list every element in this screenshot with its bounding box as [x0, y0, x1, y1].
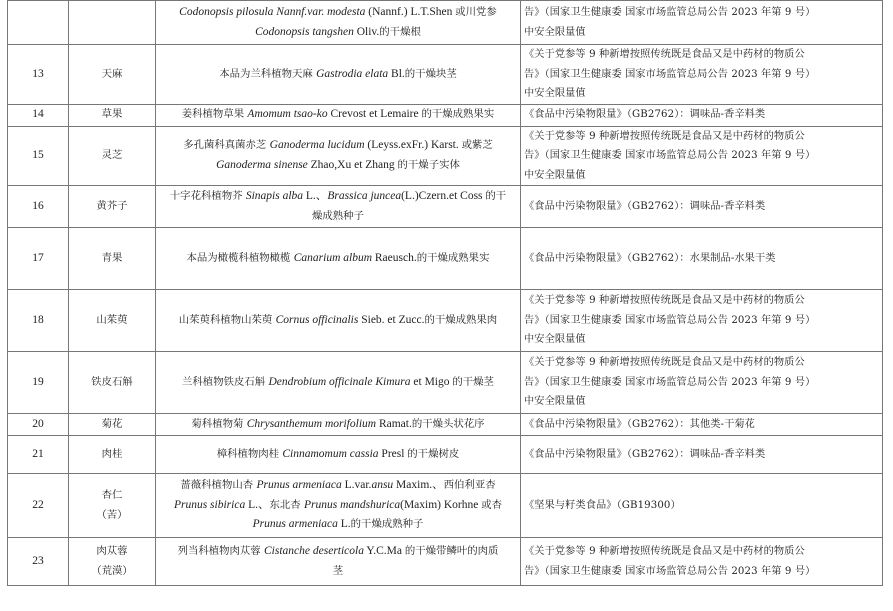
scientific-name: Cistanche deserticola [264, 545, 364, 557]
text-segment: 中安全限量值 [524, 334, 586, 346]
text-segment: 列当科植物肉苁蓉 [177, 545, 265, 557]
row-number: 22 [8, 474, 69, 538]
text-segment: L. [337, 518, 351, 531]
table-row [8, 414, 883, 436]
text-segment: 的干燥成熟果实 [416, 251, 490, 264]
herb-name-cell [69, 414, 156, 436]
source-description-cell [156, 45, 521, 105]
source-line [159, 562, 517, 582]
scientific-name: Codonopsis pilosula [179, 6, 277, 18]
text-segment: 的干燥根 [379, 25, 421, 38]
text-segment: Sieb. et Zucc. [358, 313, 425, 326]
herb-name-cell [69, 436, 156, 474]
text-segment: 的干燥树皮 [407, 447, 460, 460]
limit-line [524, 3, 879, 23]
text-segment: 告》（国家卫生健康委 国家市场监管总局公告 2023 年第 9 号） [524, 376, 816, 388]
text-segment: 《食品中污染物限量》（GB2762）：水果制品-水果干类 [524, 252, 776, 264]
source-description-cell [156, 1, 521, 45]
source-description-cell [156, 414, 521, 436]
table-row [8, 186, 883, 228]
text-segment: 《关于党参等 9 种新增按照传统既是食品又是中药材的物质公 [524, 357, 805, 369]
limit-standard-cell [521, 104, 883, 126]
text-segment: L.var. [341, 479, 372, 492]
scientific-name: Cornus officinalis [275, 313, 359, 326]
text-segment: 的干 [485, 190, 507, 202]
table-row [8, 538, 883, 586]
text-segment: 本品为橄榄科植物橄榄 [186, 251, 294, 264]
herb-name: 肉桂 [101, 447, 123, 460]
herb-name: 灵芝 [101, 149, 123, 161]
limit-standard-cell [521, 436, 883, 474]
text-segment: 告》（国家卫生健康委 国家市场监管总局公告 2023 年第 9 号） [524, 150, 816, 161]
limit-line [524, 197, 879, 217]
limit-line [524, 105, 879, 125]
scientific-name: Ganoderma sinense [216, 158, 308, 171]
text-segment: 《坚果与籽类食品》（GB19300） [524, 499, 681, 511]
source-description-cell [156, 228, 521, 290]
text-segment: 中安全限量值 [524, 88, 586, 99]
scientific-name: Prunus armeniaca [256, 479, 342, 492]
limit-standard-cell [521, 474, 883, 538]
limit-standard-cell [521, 1, 883, 45]
source-description-cell [156, 290, 521, 352]
limit-line [524, 311, 879, 331]
limit-line [524, 542, 879, 562]
scientific-name: Chrysanthemum morifolium [246, 417, 377, 430]
herb-name-cell [69, 538, 156, 586]
limit-line [524, 373, 879, 393]
text-segment: 《关于党参等 9 种新增按照传统既是食品又是中药材的物质公 [524, 546, 805, 557]
limit-standard-cell [521, 45, 883, 105]
text-segment: 告》（国家卫生健康委 国家市场监管总局公告 2023 年第 9 号） [524, 314, 816, 326]
text-segment: 本品为兰科植物天麻 [219, 67, 317, 80]
limit-line [524, 392, 879, 412]
row-number: 20 [8, 414, 69, 436]
source-line [159, 65, 517, 85]
table-row [8, 1, 883, 45]
limit-line [524, 249, 879, 269]
text-segment: 十字花科植物芥 [169, 190, 246, 202]
limit-line [524, 23, 879, 43]
limit-standard-cell [521, 414, 883, 436]
text-segment: 告》（国家卫生健康委 国家市场监管总局公告 2023 年第 9 号） [524, 565, 816, 577]
text-segment: 姜科植物草果 [181, 108, 248, 121]
text-segment: 中安全限量值 [524, 26, 586, 38]
text-segment: (Nannf.) L.T.Shen [365, 6, 456, 18]
text-segment: 《食品中污染物限量》（GB2762）：调味品-香辛料类 [524, 448, 766, 460]
table-body [8, 1, 883, 586]
row-number: 19 [8, 352, 69, 414]
text-segment: 的干燥成熟种子 [350, 518, 424, 531]
document-page [7, 0, 883, 586]
scientific-name: Canarium album [293, 251, 373, 264]
limit-standard-cell [521, 538, 883, 586]
source-line [159, 136, 517, 156]
table-row [8, 45, 883, 105]
herb-name: 铁皮石斛 [91, 375, 133, 388]
herb-name-cell [69, 186, 156, 228]
text-segment: (Maxim) Korhne [400, 498, 482, 511]
source-line [159, 105, 517, 125]
limit-line [524, 127, 879, 147]
limit-line [524, 146, 879, 166]
text-segment: 的干燥块茎 [404, 67, 457, 80]
limit-standard-cell [521, 352, 883, 414]
source-line [159, 515, 517, 535]
table-row [8, 352, 883, 414]
scientific-name: Codonopsis tangshen [255, 25, 354, 38]
row-number [8, 1, 69, 45]
text-segment: Ramat. [376, 417, 412, 430]
source-description-cell [156, 538, 521, 586]
limit-standard-cell [521, 126, 883, 186]
text-segment: 的干燥头状花序 [411, 417, 485, 430]
text-segment: L.、 [245, 498, 270, 511]
source-line [159, 3, 517, 23]
text-segment: 的干燥子实体 [397, 158, 460, 171]
text-segment: Zhao,Xu et Zhang [307, 158, 398, 171]
text-segment: 或杏 [481, 498, 503, 511]
herb-name-cell [69, 1, 156, 45]
source-description-cell [156, 436, 521, 474]
table-row [8, 436, 883, 474]
text-segment: 菊科植物菊 [191, 417, 247, 430]
text-segment: 樟科植物肉桂 [216, 447, 283, 460]
text-segment: Oliv. [353, 25, 380, 38]
text-segment: Bl. [388, 67, 405, 80]
limit-line [524, 166, 879, 186]
herb-name-cell [69, 352, 156, 414]
text-segment: 《食品中污染物限量》（GB2762）：调味品-香辛料类 [524, 200, 766, 212]
herb-name: （荒漠） [91, 564, 133, 577]
text-segment: 《关于党参等 9 种新增按照传统既是食品又是中药材的物质公 [524, 295, 805, 307]
text-segment: 告》（国家卫生健康委 国家市场监管总局公告 2023 年第 9 号） [524, 68, 816, 80]
source-line [159, 445, 517, 465]
herb-name-cell [69, 228, 156, 290]
text-segment: 的干燥茎 [452, 375, 494, 388]
limit-line [524, 445, 879, 465]
text-segment: 或紫芝 [461, 139, 493, 152]
source-line [159, 311, 517, 331]
source-line [159, 187, 517, 207]
row-number: 14 [8, 104, 69, 126]
scientific-name: Cinnamomum cassia [282, 447, 379, 460]
row-number: 17 [8, 228, 69, 290]
limit-standard-cell [521, 186, 883, 228]
herb-name-cell [69, 45, 156, 105]
herb-name: （苦） [96, 508, 128, 521]
herb-name: 山茱萸 [96, 313, 128, 326]
row-number: 16 [8, 186, 69, 228]
text-segment: 东北杏 [269, 498, 304, 511]
source-line [159, 156, 517, 176]
limit-line [524, 330, 879, 350]
row-number: 23 [8, 538, 69, 586]
source-line [159, 542, 517, 562]
text-segment: 兰科植物铁皮石斛 [182, 375, 269, 388]
text-segment: 茎 [332, 564, 344, 577]
limit-line [524, 353, 879, 373]
scientific-name: Gastrodia elata [316, 67, 389, 80]
table-row [8, 290, 883, 352]
text-segment: (L.)Czern.et Coss [401, 190, 486, 202]
limit-line [524, 496, 879, 516]
herb-name: 杏仁 [101, 489, 123, 501]
text-segment: Maxim.、 [393, 479, 444, 492]
text-segment: 西伯利亚杏 [443, 479, 496, 492]
text-segment: 的干燥成熟果肉 [424, 313, 498, 326]
scientific-name: Brassica juncea [327, 190, 402, 202]
herb-name: 肉苁蓉 [96, 545, 128, 557]
source-description-cell [156, 126, 521, 186]
limit-line [524, 415, 879, 435]
scientific-name: Dendrobium officinale [268, 375, 373, 388]
text-segment: 中安全限量值 [524, 396, 586, 408]
text-segment: L.、 [303, 190, 328, 202]
herb-name-cell [69, 290, 156, 352]
text-segment: Crevost et Lemaire [327, 108, 422, 121]
limit-line [524, 65, 879, 85]
source-description-cell [156, 352, 521, 414]
limit-line [524, 291, 879, 311]
food-medicine-table [7, 0, 883, 586]
table-row [8, 474, 883, 538]
scientific-name: Prunus armeniaca [252, 518, 338, 531]
source-line [159, 415, 517, 435]
scientific-name: Prunus sibirica [173, 498, 246, 511]
scientific-name: Nannf.var. modesta [276, 6, 366, 18]
text-segment: et Migo [410, 375, 453, 388]
source-description-cell [156, 104, 521, 126]
scientific-name: Amomum tsao-ko [247, 108, 328, 121]
herb-name: 草果 [101, 108, 123, 121]
limit-line [524, 45, 879, 65]
source-line [159, 496, 517, 516]
text-segment: 多孔菌科真菌赤芝 [183, 139, 270, 152]
text-segment: 山茱萸科植物山茱萸 [178, 313, 276, 326]
source-line [159, 249, 517, 269]
limit-standard-cell [521, 228, 883, 290]
scientific-name: Ganoderma lucidum [269, 139, 365, 152]
text-segment: Y.C.Ma [363, 545, 405, 557]
source-description-cell [156, 474, 521, 538]
herb-name: 菊花 [101, 417, 123, 430]
herb-name-cell [69, 104, 156, 126]
text-segment: 的干燥成熟果实 [421, 108, 495, 121]
limit-line [524, 84, 879, 104]
text-segment: 或川党参 [455, 6, 497, 18]
source-line [159, 23, 517, 43]
text-segment: 《关于党参等 9 种新增按照传统既是食品又是中药材的物质公 [524, 130, 805, 142]
text-segment: 的干燥带鳞叶的肉质 [404, 545, 499, 557]
text-segment: Presl [378, 447, 408, 460]
text-segment: 告》（国家卫生健康委 国家市场监管总局公告 2023 年第 9 号） [524, 7, 816, 18]
text-segment: 《关于党参等 9 种新增按照传统既是食品又是中药材的物质公 [524, 49, 805, 60]
source-line [159, 207, 517, 227]
text-segment: 燥成熟种子 [312, 209, 364, 222]
source-line [159, 476, 517, 496]
text-segment: 中安全限量值 [524, 169, 586, 181]
limit-standard-cell [521, 290, 883, 352]
herb-name-cell [69, 126, 156, 186]
source-description-cell [156, 186, 521, 228]
text-segment: 《食品中污染物限量》（GB2762）：调味品-香辛料类 [524, 109, 766, 121]
herb-name: 青果 [101, 251, 123, 264]
text-segment: 《食品中污染物限量》（GB2762）：其他类-干菊花 [524, 418, 755, 430]
scientific-name: Kimura [372, 375, 411, 388]
herb-name: 黄芥子 [96, 199, 128, 212]
herb-name: 天麻 [101, 67, 123, 80]
scientific-name: Sinapis alba [245, 190, 304, 202]
source-line [159, 373, 517, 393]
scientific-name: Prunus mandshurica [303, 498, 401, 511]
row-number: 21 [8, 436, 69, 474]
limit-line [524, 562, 879, 582]
text-segment: (Leyss.exFr.) Karst. [364, 139, 462, 152]
table-row [8, 126, 883, 186]
text-segment: Raeusch. [372, 251, 417, 264]
table-row [8, 104, 883, 126]
text-segment: 蔷薇科植物山杏 [180, 479, 257, 492]
row-number: 18 [8, 290, 69, 352]
herb-name-cell [69, 474, 156, 538]
row-number: 13 [8, 45, 69, 105]
row-number: 15 [8, 126, 69, 186]
scientific-name: ansu [371, 479, 394, 492]
table-row [8, 228, 883, 290]
